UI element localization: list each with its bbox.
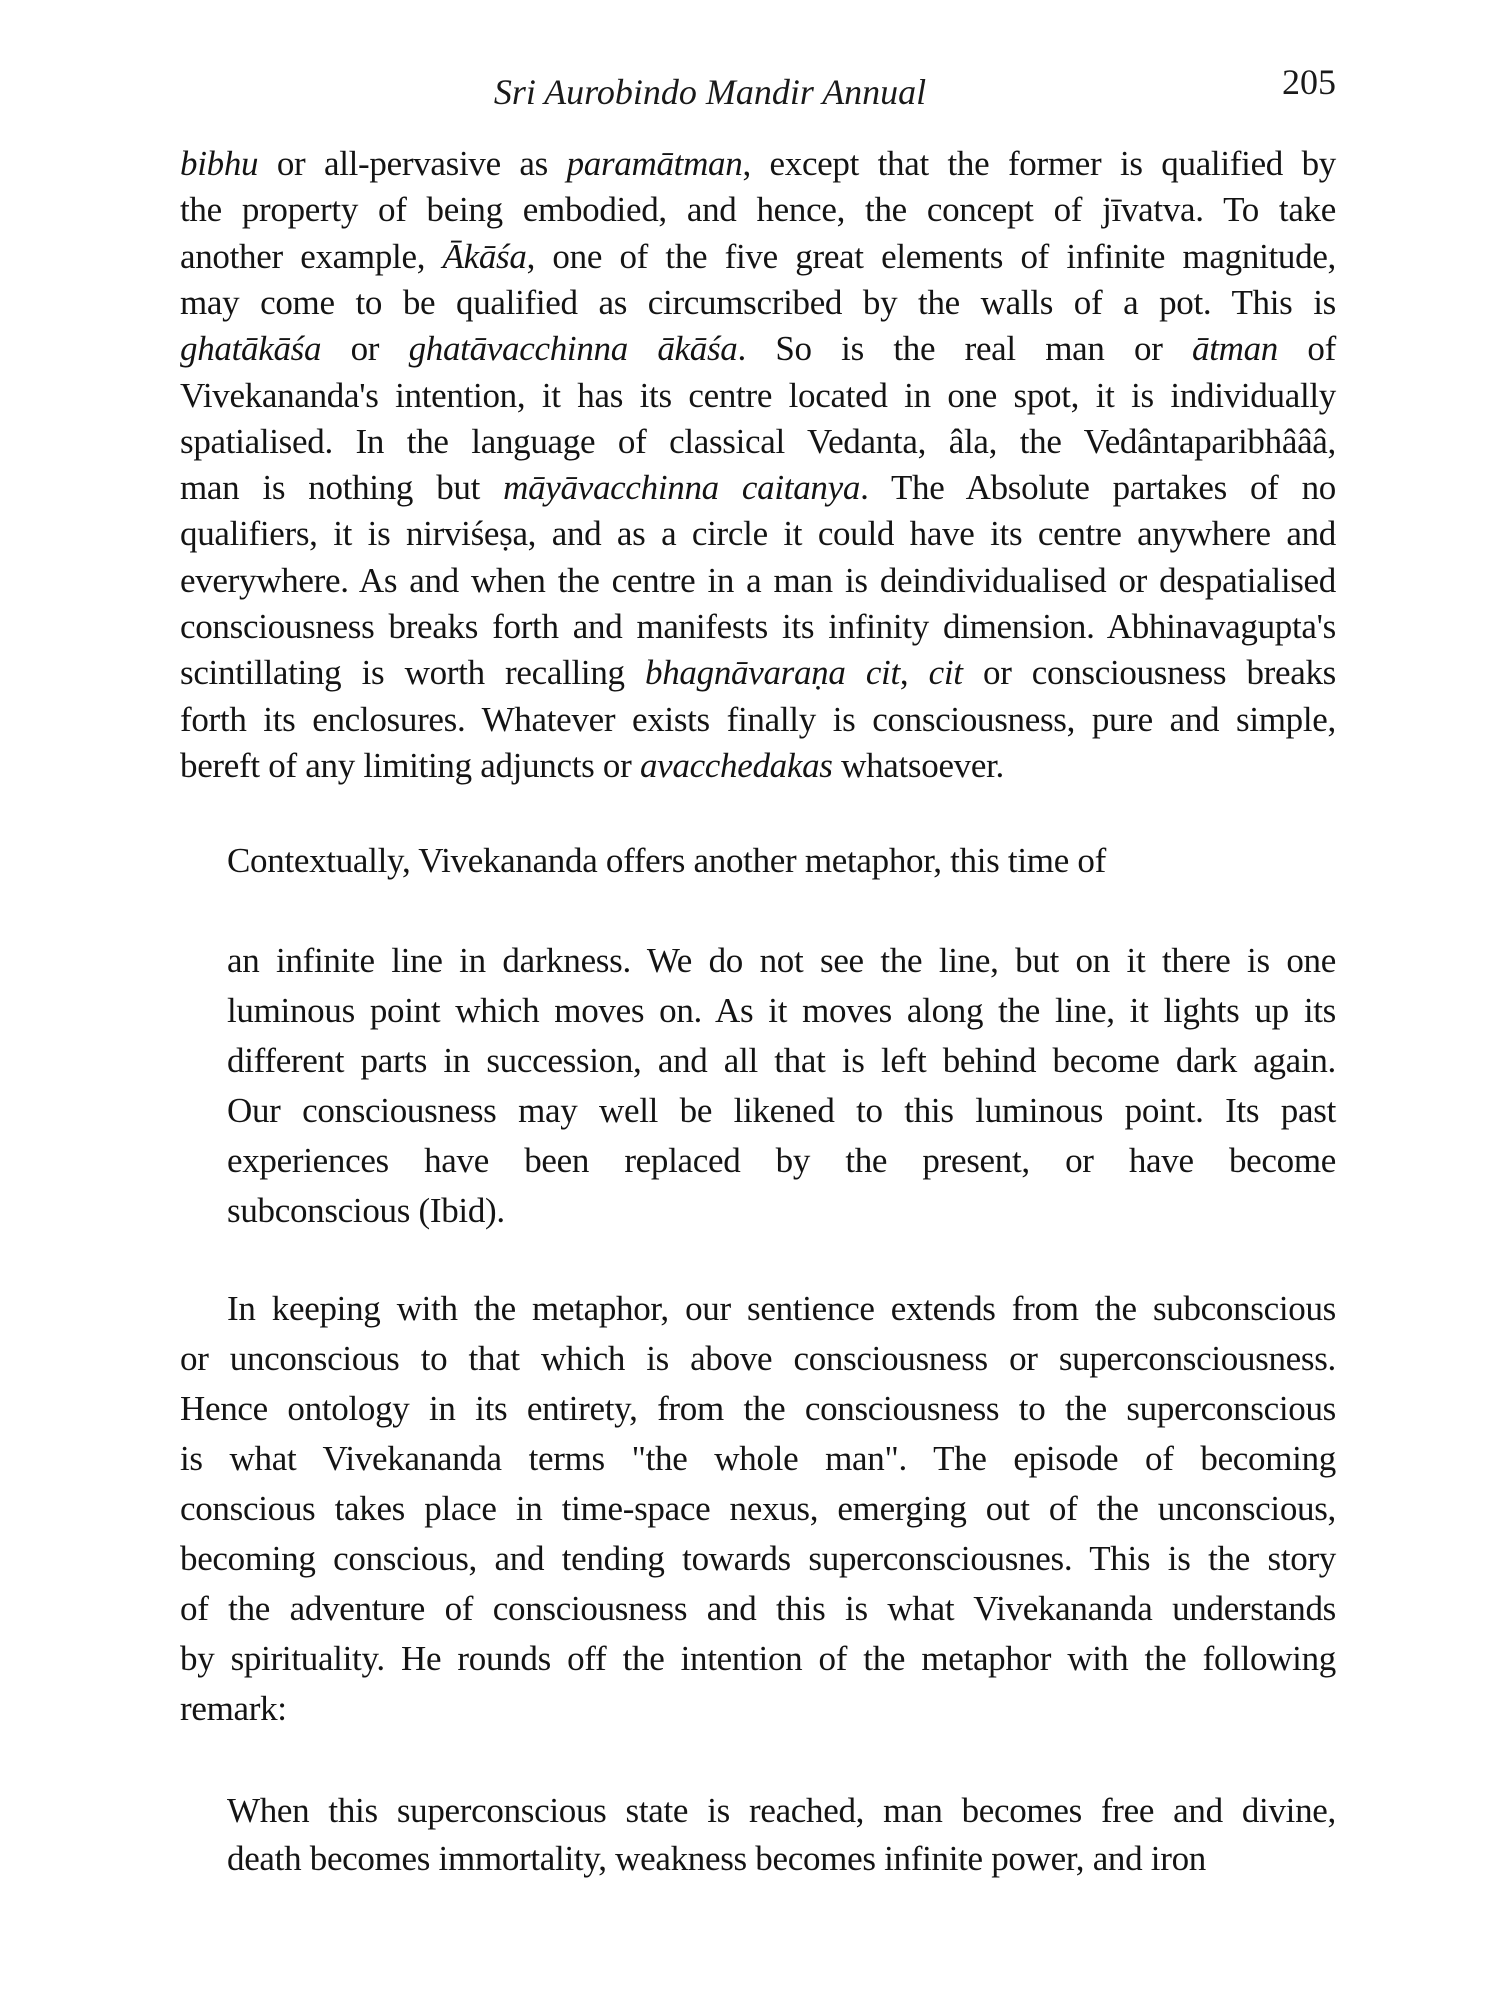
text-line <box>227 839 1336 883</box>
quote-line <box>227 1039 1336 1083</box>
italic-term: ghatāvacchinna ākāśa <box>408 329 738 369</box>
text-line <box>180 1337 1336 1381</box>
text-line <box>180 327 1336 371</box>
text-run: or consciousness breaks <box>962 653 1337 693</box>
text-run: different parts in succession, and all that is left behind become dark again. <box>227 1041 1336 1080</box>
italic-term: Ākāśa <box>442 236 527 276</box>
text-run: bereft of any limiting adjuncts or <box>180 745 640 785</box>
quote-line <box>227 1837 1336 1881</box>
text-line <box>180 374 1336 418</box>
text-run: or unconscious to that which is above consciousness or superconsciousness. <box>180 1339 1336 1378</box>
text-run: of <box>1278 329 1336 369</box>
text-run: by spirituality. He rounds off the intention of the metaphor with the following <box>180 1639 1336 1678</box>
text-line <box>180 651 1336 695</box>
text-run: scintillating is worth recalling <box>180 653 646 693</box>
quote-line <box>227 1139 1336 1183</box>
text-line <box>180 142 1336 186</box>
text-line <box>180 605 1336 649</box>
text-run: When this superconscious state is reached, man becomes free and divine, <box>227 1791 1336 1830</box>
text-line <box>180 1487 1336 1531</box>
italic-term: ātman <box>1192 329 1279 369</box>
text-run: subconscious (Ibid). <box>227 1191 505 1230</box>
text-run: Vivekananda's intention, it has its centre located in one spot, it is individually <box>180 375 1336 415</box>
text-run: In keeping with the metaphor, our sentience extends from the subconscious <box>227 1289 1336 1328</box>
quote-line <box>227 989 1336 1033</box>
italic-term: bibhu <box>180 144 259 183</box>
text-line <box>180 466 1336 510</box>
text-line <box>180 188 1336 232</box>
running-header-title: Sri Aurobindo Mandir Annual <box>493 72 927 112</box>
text-run: another example, <box>180 236 443 276</box>
text-run: , one of the five great elements of infinite magnitude, <box>526 236 1336 276</box>
italic-term: ghatākāśa <box>180 329 322 369</box>
italic-term: bhagnāvaraṇa cit <box>645 653 900 693</box>
text-run: death becomes immortality, weakness becomes infinite power, and iron <box>227 1839 1206 1878</box>
quote-line <box>227 1789 1336 1833</box>
text-run: the property of being embodied, and hence, the concept of jīvatva. To take <box>180 190 1336 230</box>
text-line <box>180 420 1336 464</box>
italic-term: cit <box>928 653 963 693</box>
text-line <box>180 1587 1336 1631</box>
text-line <box>180 1687 1336 1731</box>
text-line <box>180 1437 1336 1481</box>
text-run: remark: <box>180 1689 287 1728</box>
text-line <box>180 235 1336 279</box>
text-line <box>180 559 1336 603</box>
text-run: an infinite line in darkness. We do not see the line, but on it there is one <box>227 941 1336 980</box>
text-run: , <box>899 653 929 693</box>
quote-line <box>227 1089 1336 1133</box>
text-run: qualifiers, it is nirviśeṣa, and as a circle it could have its centre anywhere and <box>180 514 1336 554</box>
text-run: Contextually, Vivekananda offers another metaphor, this time of <box>227 841 1106 880</box>
text-run: conscious takes place in time-space nexus, emerging out of the unconscious, <box>180 1489 1336 1528</box>
text-line <box>180 1537 1336 1581</box>
italic-term: paramātman <box>566 144 743 183</box>
text-line <box>227 1287 1336 1331</box>
text-run: , except that the former is qualified by <box>742 144 1336 183</box>
text-run: becoming conscious, and tending towards superconsciousnes. This is the story <box>180 1539 1336 1578</box>
text-run: luminous point which moves on. As it moves along the line, it lights up its <box>227 991 1336 1030</box>
text-run: Our consciousness may well be likened to this luminous point. Its past <box>227 1091 1336 1130</box>
text-run: experiences have been replaced by the present, or have become <box>227 1141 1336 1180</box>
text-line <box>180 698 1336 742</box>
text-line <box>180 1387 1336 1431</box>
text-line <box>180 512 1336 556</box>
text-run: everywhere. As and when the centre in a man is deindividualised or despatialised <box>180 560 1336 600</box>
quote-line <box>227 1189 1336 1233</box>
text-line <box>180 1637 1336 1681</box>
text-run: spatialised. In the language of classical Vedanta, âla, the Vedântaparibhâââ, <box>180 421 1336 461</box>
text-run: or <box>321 329 409 369</box>
text-run: may come to be qualified as circumscribed by the walls of a pot. This is <box>180 282 1336 322</box>
text-run: forth its enclosures. Whatever exists finally is consciousness, pure and simple, <box>180 699 1336 739</box>
quote-line <box>227 939 1336 983</box>
text-run: man is nothing but <box>180 468 504 508</box>
text-run: consciousness breaks forth and manifests its infinity dimension. Abhinavagupta's <box>180 607 1336 646</box>
italic-term: māyāvacchinna caitanya <box>503 468 861 508</box>
text-line <box>180 281 1336 325</box>
text-run: . So is the real man or <box>737 329 1192 369</box>
page-number: 205 <box>1282 62 1336 102</box>
text-line <box>180 744 1336 788</box>
text-run: or all-pervasive as <box>258 144 567 183</box>
text-run: Hence ontology in its entirety, from the consciousness to the superconscious <box>180 1389 1336 1428</box>
text-run: whatsoever. <box>832 745 1004 785</box>
text-run: is what Vivekananda terms "the whole man". The episode of becoming <box>180 1439 1336 1478</box>
text-run: . The Absolute partakes of no <box>860 468 1337 508</box>
italic-term: avacchedakas <box>639 745 833 785</box>
text-run: of the adventure of consciousness and this is what Vivekananda understands <box>180 1589 1336 1628</box>
